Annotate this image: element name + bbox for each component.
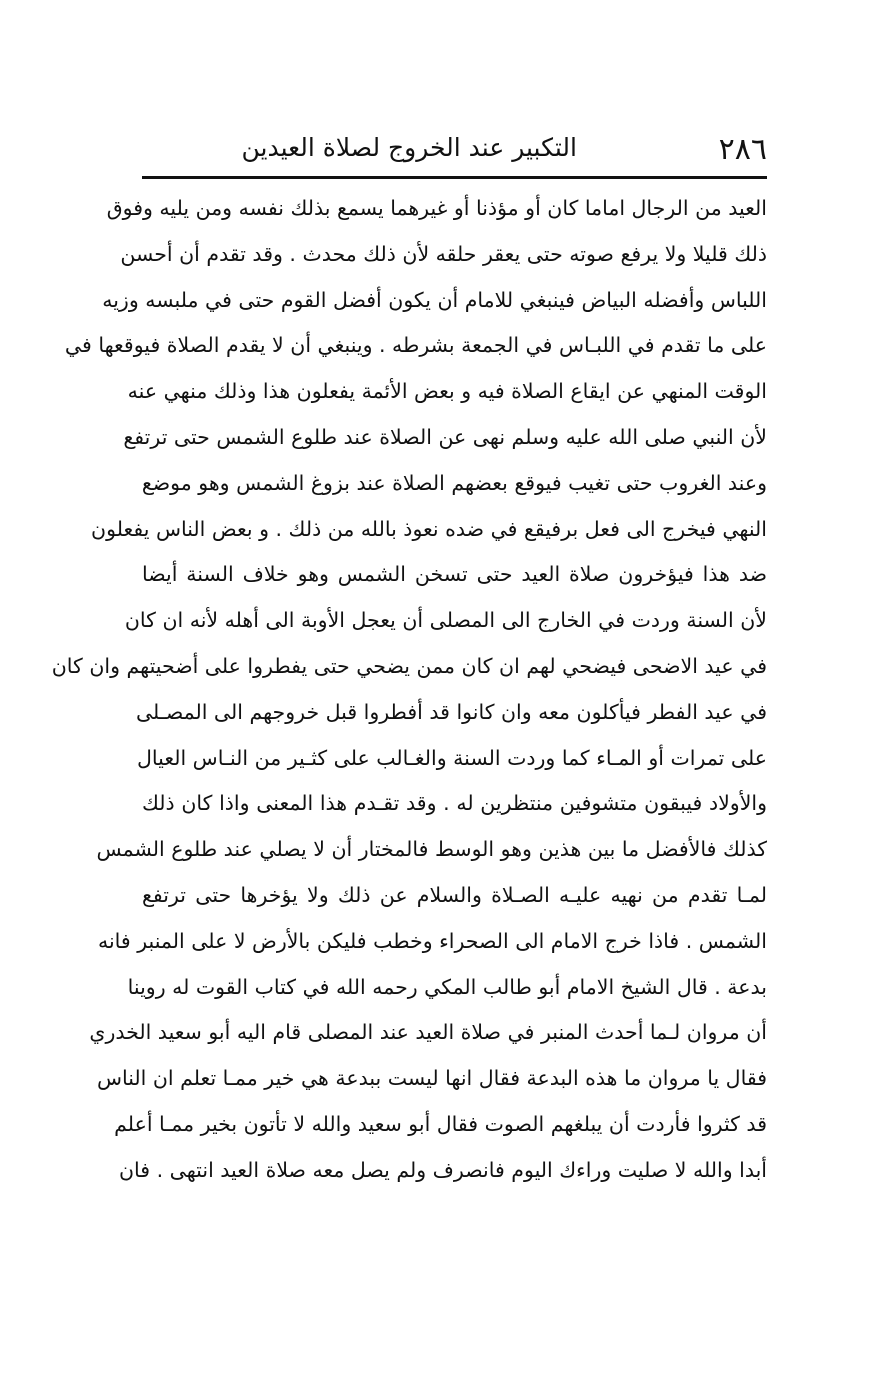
text-line: والأولاد فيبقون متشوفين منتظرين له . وقد تقـدم هذا المعنى واذا كان ذلك: [142, 791, 767, 816]
running-title: التكبير عند الخروج لصلاة العيدين: [241, 133, 577, 162]
text-line: قد كثروا فأردت أن يبلغهم الصوت فقال أبو سعيد والله لا تأتون بخير ممـا أعلم: [114, 1111, 767, 1136]
body-text: [51, 186, 767, 1194]
text-line: لمـا تقدم من نهيه عليـه الصـلاة والسلام عن ذلك ولا يؤخرها حتى ترتفع: [142, 882, 767, 907]
text-line: النهي فيخرج الى فعل برفيقع في ضده نعوذ بالله من ذلك . و بعض الناس يفعلون: [91, 516, 767, 541]
text-line: الشمس . فاذا خرج الامام الى الصحراء وخطب فليكن بالأرض لا على المنبر فانه: [97, 928, 767, 953]
header-rule: [142, 176, 767, 179]
text-line: في عيد الفطر فيأكلون معه وان كانوا قد أفطروا قبل خروجهم الى المصـلى: [135, 699, 767, 724]
text-line: الوقت المنهي عن ايقاع الصلاة فيه و بعض الأئمة يفعلون هذا وذلك منهي عنه: [127, 379, 767, 404]
text-line: كذلك فالأفضل ما بين هذين وهو الوسط فالمختار أن لا يصلي عند طلوع الشمس: [96, 837, 767, 862]
page-header: [142, 128, 767, 172]
text-line: وعند الغروب حتى تغيب فيوقع بعضهم الصلاة عند بزوغ الشمس وهو موضع: [141, 470, 767, 495]
text-line: ذلك قليلا ولا يرفع صوته حتى يعقر حلقه لأن ذلك محدث . وقد تقدم أن أحسن: [120, 241, 767, 266]
text-line: اللباس وأفضله البياض فينبغي للامام أن يكون أفضل القوم حتى في ملبسه وزيه: [102, 287, 767, 312]
text-line: أبدا والله لا صليت وراءك اليوم فانصرف ولم يصل معه صلاة العيد انتهى . فان: [119, 1157, 767, 1182]
text-line: في عيد الاضحى فيضحي لهم ان كان ممن يضحي حتى يفطروا على أضحيتهم وان كان: [51, 653, 767, 678]
text-line: لأن السنة وردت في الخارج الى المصلى أن يعجل الأوبة الى أهله لأنه ان كان: [124, 608, 767, 633]
text-line: لأن النبي صلى الله عليه وسلم نهى عن الصلاة عند طلوع الشمس حتى ترتفع: [123, 424, 767, 449]
text-line: على ما تقدم في اللبـاس في الجمعة بشرطه . وينبغي أن لا يقدم الصلاة فيوقعها في: [64, 333, 767, 358]
text-line: على تمرات أو المـاء كما وردت السنة والغـالب على كثـير من النـاس العيال: [137, 745, 767, 770]
text-line: أن مروان لـما أحدث المنبر في صلاة العيد عند المصلى قام اليه أبو سعيد الخدري: [89, 1020, 767, 1045]
text-line: ضد هذا فيؤخرون صلاة العيد حتى تسخن الشمس وهو خلاف السنة أيضا: [142, 562, 767, 587]
text-line: بدعة . قال الشيخ الامام أبو طالب المكي رحمه الله في كتاب القوت له روينا: [127, 974, 767, 999]
text-line: فقال يا مروان ما هذه البدعة فقال انها ليست ببدعة هي خير ممـا تعلم ان الناس: [96, 1066, 767, 1091]
text-line: العيد من الرجال اماما كان أو مؤذنا أو غيرهما يسمع بذلك نفسه ومن يليه وفوق: [106, 196, 767, 220]
page-number: ٢٨٦: [718, 132, 767, 167]
